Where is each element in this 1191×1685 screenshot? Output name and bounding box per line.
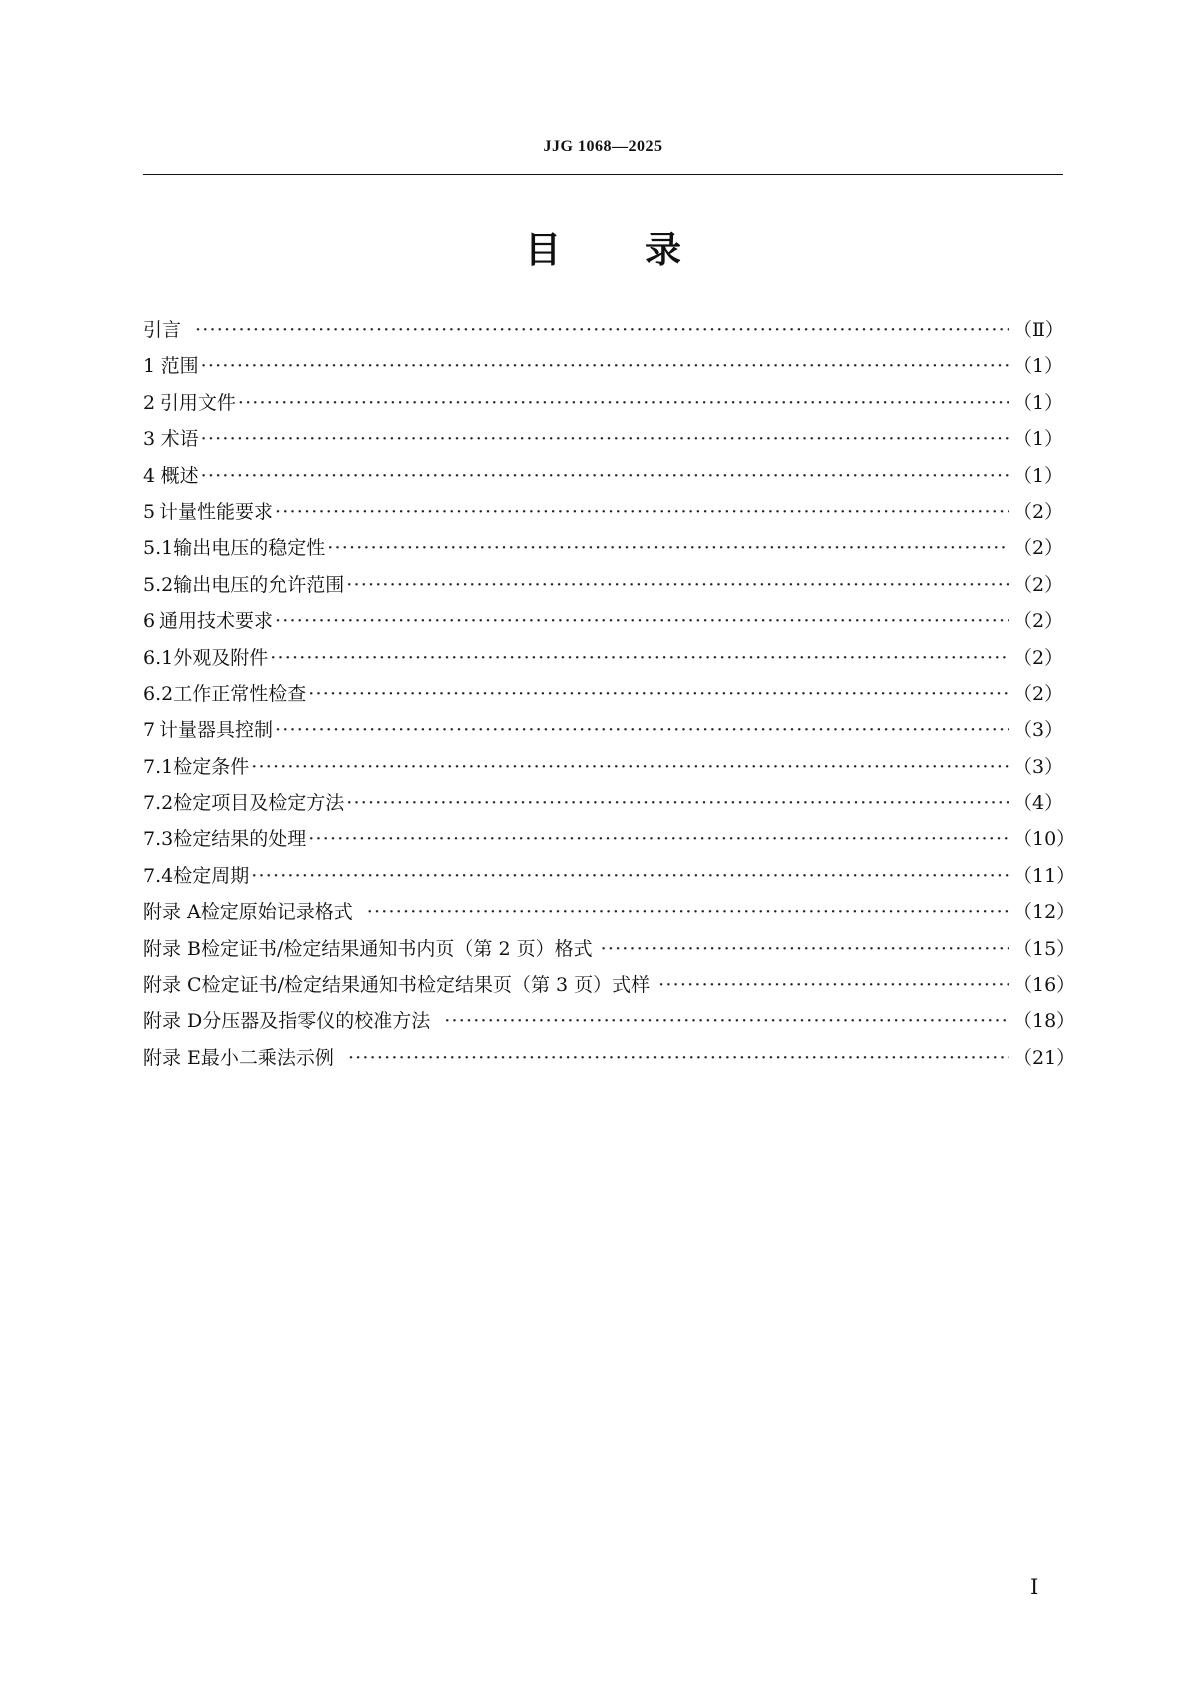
- toc-entry-title: 通用技术要求: [159, 610, 274, 633]
- toc-entry-number: 3: [143, 428, 156, 451]
- toc-entry-appendix-d[interactable]: [143, 1006, 1076, 1042]
- toc-entry-7[interactable]: [143, 715, 1063, 751]
- toc-entry-number: 附录 C: [143, 974, 202, 997]
- toc-entry-page: （11）: [1013, 864, 1076, 887]
- toc-entry-title: 检定项目及检定方法: [173, 792, 345, 815]
- toc-entry-page: （2）: [1013, 646, 1064, 669]
- toc-entry-title: 输出电压的稳定性: [173, 537, 326, 560]
- toc-entry-appendix-e[interactable]: [143, 1043, 1076, 1079]
- toc-entry-page: （2）: [1013, 573, 1064, 596]
- toc-entry-page: （3）: [1013, 719, 1064, 742]
- toc-entry-title: 输出电压的允许范围: [173, 573, 345, 596]
- toc-entry-page: （2）: [1013, 537, 1064, 560]
- toc-entry-5-1[interactable]: [143, 533, 1063, 569]
- toc-leader-dots: [275, 501, 1009, 523]
- toc-entry-title: 范围: [160, 355, 199, 378]
- toc-entry-5-2[interactable]: [143, 570, 1063, 606]
- toc-leader-dots: [201, 355, 1009, 377]
- toc-entry-number: 附录 E: [143, 1046, 201, 1069]
- toc-entry-title: 计量器具控制: [159, 719, 274, 742]
- toc-entry-title: 分压器及指零仪的校准方法: [202, 1010, 431, 1033]
- toc-leader-dots: [444, 1010, 1009, 1032]
- toc-entry-page: （1）: [1013, 464, 1064, 487]
- toc-entry-number: 7.4: [143, 864, 174, 887]
- toc-entry-number: 7: [143, 719, 156, 742]
- toc-entry-title: 概述: [160, 464, 199, 487]
- toc-entry-title: 最小二乘法示例: [200, 1046, 334, 1069]
- toc-entry-title: 检定条件: [173, 755, 250, 778]
- toc-leader-dots: [367, 901, 1009, 923]
- toc-entry-page: （21）: [1013, 1046, 1076, 1069]
- toc-entry-number: 附录 B: [143, 937, 202, 960]
- toc-leader-dots: [308, 683, 1009, 705]
- toc-entry-title: 工作正常性检查: [173, 682, 307, 705]
- toc-entry-number: 4: [143, 464, 156, 487]
- toc-entry-page: （2）: [1013, 610, 1064, 633]
- toc-entry-2[interactable]: [143, 388, 1063, 424]
- toc-entry-page: （3）: [1013, 755, 1064, 778]
- toc-leader-dots: [251, 756, 1009, 778]
- toc-entry-number: 5.1: [143, 537, 174, 560]
- page-title: [143, 227, 1063, 275]
- toc-entry-number: 7.1: [143, 755, 174, 778]
- toc-entry-title: 引言: [143, 319, 182, 341]
- toc-entry-number: 6: [143, 610, 156, 633]
- toc-entry-appendix-b[interactable]: [143, 934, 1076, 970]
- toc-entry-number: 6.1: [143, 646, 174, 669]
- toc-entry-6-1[interactable]: [143, 643, 1063, 679]
- toc-leader-dots: [270, 647, 1009, 669]
- toc-entry-number: 5.2: [143, 573, 174, 596]
- page-number: Ⅰ: [1030, 1575, 1039, 1599]
- toc-entry-7-1[interactable]: [143, 752, 1063, 788]
- toc-entry-7-2[interactable]: [143, 788, 1063, 824]
- toc-leader-dots: [195, 319, 1009, 341]
- toc-entry-title: 术语: [160, 428, 199, 451]
- header-rule: [143, 174, 1063, 175]
- toc-entry-7-3[interactable]: [143, 824, 1076, 860]
- toc-entry-title: 外观及附件: [173, 646, 269, 669]
- toc-entry-title: 检定结果的处理: [173, 828, 307, 851]
- toc-entry-appendix-c[interactable]: [143, 970, 1076, 1006]
- toc-entry-6[interactable]: [143, 606, 1063, 642]
- table-of-contents: [143, 315, 1076, 1079]
- toc-leader-dots: [348, 1047, 1009, 1069]
- toc-leader-dots: [275, 719, 1009, 741]
- toc-entry-title: 检定周期: [173, 864, 250, 887]
- toc-leader-dots: [201, 428, 1009, 450]
- document-code-header: JJG 1068—2025: [543, 138, 663, 155]
- toc-entry-number: 6.2: [143, 682, 174, 705]
- toc-leader-dots: [327, 537, 1009, 559]
- toc-entry-3[interactable]: [143, 424, 1063, 460]
- toc-entry-number: 7.2: [143, 792, 174, 815]
- toc-entry-page: （Ⅱ）: [1013, 319, 1064, 341]
- toc-leader-dots: [238, 392, 1009, 414]
- toc-leader-dots: [658, 974, 1009, 996]
- title-char-1: 目: [524, 230, 561, 271]
- toc-entry-page: （1）: [1013, 391, 1064, 414]
- toc-entry-title: 引用文件: [159, 391, 236, 414]
- toc-entry-4[interactable]: [143, 461, 1063, 497]
- toc-entry-6-2[interactable]: [143, 679, 1063, 715]
- toc-entry-page: （1）: [1013, 355, 1064, 378]
- toc-leader-dots: [275, 610, 1009, 632]
- toc-entry-title: 检定原始记录格式: [200, 901, 353, 924]
- toc-entry-appendix-a[interactable]: [143, 897, 1076, 933]
- toc-leader-dots: [346, 792, 1009, 814]
- toc-leader-dots: [346, 574, 1009, 596]
- toc-entry-foreword[interactable]: [143, 315, 1063, 351]
- toc-leader-dots: [201, 465, 1009, 487]
- toc-entry-number: 7.3: [143, 828, 174, 851]
- toc-entry-number: 附录 D: [143, 1010, 203, 1033]
- title-char-2: 录: [645, 230, 682, 271]
- toc-entry-page: （15）: [1013, 937, 1076, 960]
- toc-entry-number: 2: [143, 391, 156, 414]
- toc-entry-title: 计量性能要求: [159, 500, 274, 523]
- toc-entry-title: 检定证书/检定结果通知书检定结果页（第 3 页）式样: [201, 974, 651, 997]
- toc-entry-page: （16）: [1013, 974, 1076, 997]
- toc-entry-number: 1: [143, 355, 156, 378]
- toc-entry-number: 附录 A: [143, 901, 201, 924]
- toc-leader-dots: [601, 938, 1009, 960]
- toc-entry-title: 检定证书/检定结果通知书内页（第 2 页）格式: [201, 937, 593, 960]
- toc-entry-page: （4）: [1013, 792, 1064, 815]
- toc-entry-7-4[interactable]: [143, 861, 1076, 897]
- toc-entry-page: （1）: [1013, 428, 1064, 451]
- toc-entry-page: （10）: [1013, 828, 1076, 851]
- toc-entry-page: （12）: [1013, 901, 1076, 924]
- toc-leader-dots: [251, 865, 1009, 887]
- toc-entry-1[interactable]: [143, 351, 1063, 387]
- toc-entry-page: （18）: [1013, 1010, 1076, 1033]
- toc-entry-page: （2）: [1013, 682, 1064, 705]
- toc-entry-page: （2）: [1013, 500, 1064, 523]
- toc-entry-5[interactable]: [143, 497, 1063, 533]
- toc-entry-number: 5: [143, 500, 156, 523]
- toc-leader-dots: [308, 828, 1009, 850]
